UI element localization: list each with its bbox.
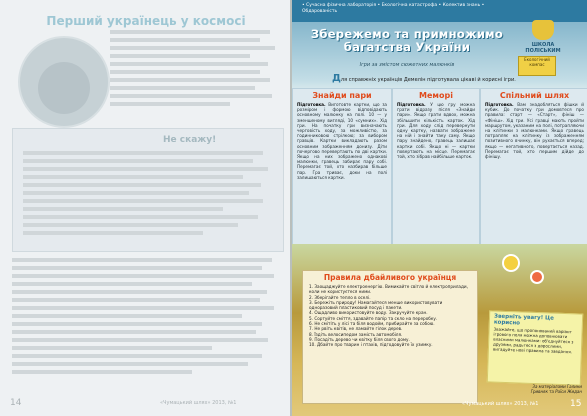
rule-item: 1. Заощаджуйте електроенергію. Вимикайте світло й електроприлади, коли не користуєтеся ними. (309, 284, 468, 295)
rule-item: 3. Бережіть природу! Намагайтеся менше використовувати одноразовий пластиковий посуд і пакети. (309, 299, 443, 311)
section-links: • Сучасна фізична лабораторія • Екологічна катастрофа • Колектив знань • Обдарованість (302, 3, 485, 14)
left-info-box (12, 128, 284, 252)
rules-heading: Правила дбайливого українця (323, 273, 457, 282)
game-column-memory (392, 88, 480, 248)
sticky-note (487, 310, 583, 385)
column-body: Підготовка. Виготовте картки, що за розміром і формою відповідають основному малюнку на полі. 10 — у зменшеному вигляді, 10 «сумних». Хід гри. На початку гри визначають черговість ходу, за можливістю, за годинниковою стрілкою; за вибором гравців. Картки викладають разом основним зображенням донизу. Діти почергово перевертають по дві картки. Якщо на них зображено однакові малюнки, гравець забирає пару собі. Перемагає той, хто назбирав більше пар. Гра триває, доки на полі залишаються картки. (297, 102, 387, 180)
left-page-title: Перший українець у космосі (46, 14, 246, 28)
rule-item: 7. Не рвіть квітів, не ламайте гілок дерев. (309, 326, 403, 332)
left-footer: «Чумацький шлях» 2013, №1 (160, 400, 237, 406)
rule-item: 9. Посадіть дерево чи квітку біля свого дому. (309, 336, 410, 342)
note-heading: Зверніть увагу! Це корисно (493, 313, 554, 327)
section-bar (292, 0, 587, 22)
intro-body: ля справжніх українців Демелін підготувала цікаві й корисні ігри. (340, 77, 516, 83)
column-heading: Спільний шлях (499, 91, 570, 100)
flower-icon (530, 270, 544, 284)
page-subtitle: Ігри за змістом сюжетних малюнків (359, 62, 455, 68)
dropcap: Д (332, 73, 341, 84)
right-page (292, 0, 587, 416)
astronaut-photo (18, 36, 110, 128)
column-heading: Знайди пари (312, 91, 372, 100)
rules-list (303, 282, 477, 350)
intro-text (332, 73, 582, 84)
left-box-heading: Не скажу! (163, 135, 217, 145)
rule-item: 8. Їздіть велосипедом замість автомобіля. (309, 331, 403, 337)
rule-item: 4. Ощадливо використовуйте воду. Закручуйте кран. (309, 310, 428, 316)
flower-icon (502, 254, 520, 272)
rule-item: 6. Не смітіть у лісі та біля водойм, прибирайте за собою. (309, 321, 435, 327)
left-page (0, 0, 290, 416)
trophy-icon (532, 20, 554, 40)
column-body: Підготовка. Вам знадобляться фішки й кубик. До початку гри домовтеся про правила: старт — «Старт», фініш — «Фініш». Хід гри. Усі гравці мають пройти маршрутом, указаним на полі, потрапляючи на клітинки з малюнками. Якщо гравець потрапляє на клітинку із зображенням позитивного вчинку, він рухається вперед; якщо — негативного, повертається назад. Перемагає той, хто першим дійде до фінішу. (485, 102, 584, 160)
note-body: Зважайте, що пропонований варіант ігрового поля можна доповнювати власними малюнками: об'єднуйтеся з друзями, радьтеся з дорослими, вигадуйте нові правила та завдання. (492, 326, 574, 355)
author-credit: За матеріалами Галини Гривняк та Раїси Жидан (530, 384, 582, 394)
eco-compass-tag: Екологічний компас (518, 56, 556, 76)
page-title: Збережемо та примножимо багатства України (310, 27, 504, 54)
left-body-text (12, 258, 282, 378)
game-column-pairs (292, 88, 392, 248)
left-page-number: 14 (10, 398, 22, 408)
column-heading: Меморі (419, 91, 453, 100)
right-footer: «Чумацький шлях» 2013, №1 (462, 401, 539, 407)
astronaut-face (38, 62, 90, 114)
rules-box (302, 270, 478, 404)
rule-item: 2. Зберігайте тепло в оселі. (309, 294, 371, 300)
game-column-path (480, 88, 587, 248)
logo-text: ШКОЛА ПОЛІСЬКИМ (525, 42, 561, 54)
left-intro-text (110, 30, 280, 110)
rule-item: 5. Сортуйте сміття, здавайте папір та скло на переробку. (309, 315, 438, 321)
rule-item: 10. Дбайте про тварин і птахів, підгодовуйте їх узимку. (309, 342, 433, 348)
column-body: Підготовка. У цю гру можна грати відразу після «Знайди пари». Якщо грати вдвох, можна збільшити кількість карток. Хід гри. Для ходу слід перевернути одну картку, назвати зображене на ній і знайти таку саму. Якщо пару знайдено, гравець залишає картки собі. Якщо ні — картки повертають на місце. Перемагає той, хто зібрав найбільше карток. (397, 102, 475, 160)
right-page-number: 15 (570, 399, 582, 409)
